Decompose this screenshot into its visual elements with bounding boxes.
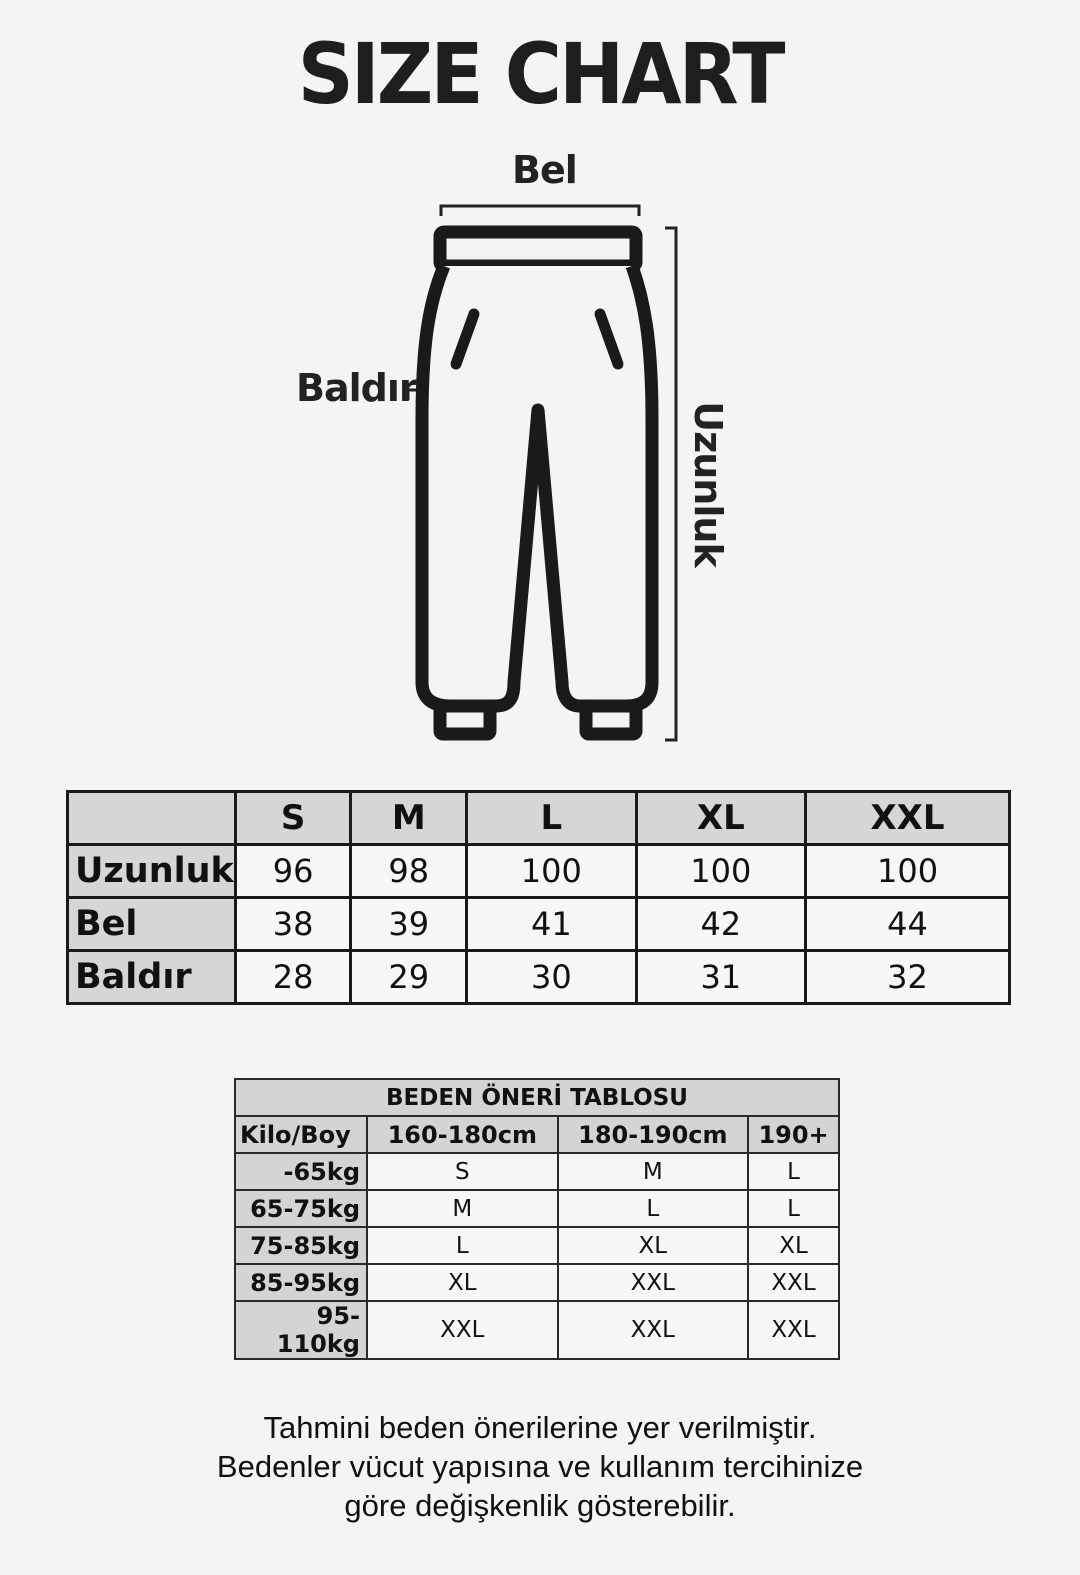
table-row [235, 1227, 839, 1264]
pants-diagram [0, 140, 1080, 760]
table-row [235, 1153, 839, 1190]
table-row [235, 1264, 839, 1301]
recommendation-table [234, 1078, 840, 1360]
table-cell: 96 [235, 845, 351, 898]
disclaimer-line: Tahmini beden önerilerine yer verilmiştir. [263, 1410, 817, 1445]
recommendation-caption-row [235, 1079, 839, 1116]
table-cell: L [558, 1190, 749, 1227]
recommendation-table-caption: BEDEN ÖNERİ TABLOSU [235, 1079, 839, 1116]
table-cell: 31 [636, 951, 805, 1004]
table-cell: L [367, 1227, 558, 1264]
size-col-header: S [235, 792, 351, 845]
table-row [68, 898, 1010, 951]
weight-row-header: -65kg [235, 1153, 367, 1190]
size-col-header: L [467, 792, 636, 845]
weight-row-header: 95-110kg [235, 1301, 367, 1359]
height-col-header: 180-190cm [558, 1116, 749, 1153]
table-row [235, 1190, 839, 1227]
table-cell: 39 [351, 898, 467, 951]
length-label: Uzunluk [686, 401, 730, 567]
table-cell: 100 [467, 845, 636, 898]
page-title: SIZE CHART [297, 26, 783, 124]
table-cell: 98 [351, 845, 467, 898]
pants-outline [422, 266, 652, 706]
table-cell: 30 [467, 951, 636, 1004]
size-table-corner [68, 792, 236, 845]
table-row [68, 845, 1010, 898]
size-col-header: XL [636, 792, 805, 845]
table-cell: S [367, 1153, 558, 1190]
table-cell: XXL [748, 1301, 839, 1359]
recommendation-corner-header: Kilo/Boy [235, 1116, 367, 1153]
size-row-header: Bel [68, 898, 236, 951]
weight-row-header: 85-95kg [235, 1264, 367, 1301]
size-row-header: Baldır [68, 951, 236, 1004]
calf-label: Baldır [296, 366, 417, 410]
table-cell: M [367, 1190, 558, 1227]
size-col-header: XXL [806, 792, 1010, 845]
table-cell: XL [367, 1264, 558, 1301]
recommendation-header-row [235, 1116, 839, 1153]
table-cell: XXL [558, 1301, 749, 1359]
table-cell: XL [558, 1227, 749, 1264]
disclaimer-line: Bedenler vücut yapısına ve kullanım tercihinize [216, 1449, 864, 1484]
weight-row-header: 75-85kg [235, 1227, 367, 1264]
table-cell: XXL [558, 1264, 749, 1301]
size-col-header: M [351, 792, 467, 845]
waistband-shape [440, 232, 636, 266]
table-cell: XXL [367, 1301, 558, 1359]
right-cuff-shape [586, 706, 636, 734]
table-cell: 32 [806, 951, 1010, 1004]
size-row-header: Uzunluk [68, 845, 236, 898]
length-measure-line [665, 228, 676, 740]
table-cell: 44 [806, 898, 1010, 951]
table-cell: M [558, 1153, 749, 1190]
table-cell: 100 [636, 845, 805, 898]
height-col-header: 190+ [748, 1116, 839, 1153]
table-row [235, 1301, 839, 1359]
table-cell: XL [748, 1227, 839, 1264]
waist-label: Bel [512, 148, 577, 192]
table-cell: L [748, 1190, 839, 1227]
weight-row-header: 65-75kg [235, 1190, 367, 1227]
table-row [68, 951, 1010, 1004]
table-cell: 38 [235, 898, 351, 951]
size-table-header-row [68, 792, 1010, 845]
size-table [66, 790, 1011, 1005]
height-col-header: 160-180cm [367, 1116, 558, 1153]
table-cell: 28 [235, 951, 351, 1004]
table-cell: 29 [351, 951, 467, 1004]
table-cell: XXL [748, 1264, 839, 1301]
waist-measure-line [441, 206, 639, 216]
disclaimer-note [0, 1408, 1080, 1525]
table-cell: 100 [806, 845, 1010, 898]
table-cell: 42 [636, 898, 805, 951]
table-cell: 41 [467, 898, 636, 951]
table-cell: L [748, 1153, 839, 1190]
left-cuff-shape [440, 706, 490, 734]
disclaimer-line: göre değişkenlik gösterebilir. [344, 1488, 736, 1523]
